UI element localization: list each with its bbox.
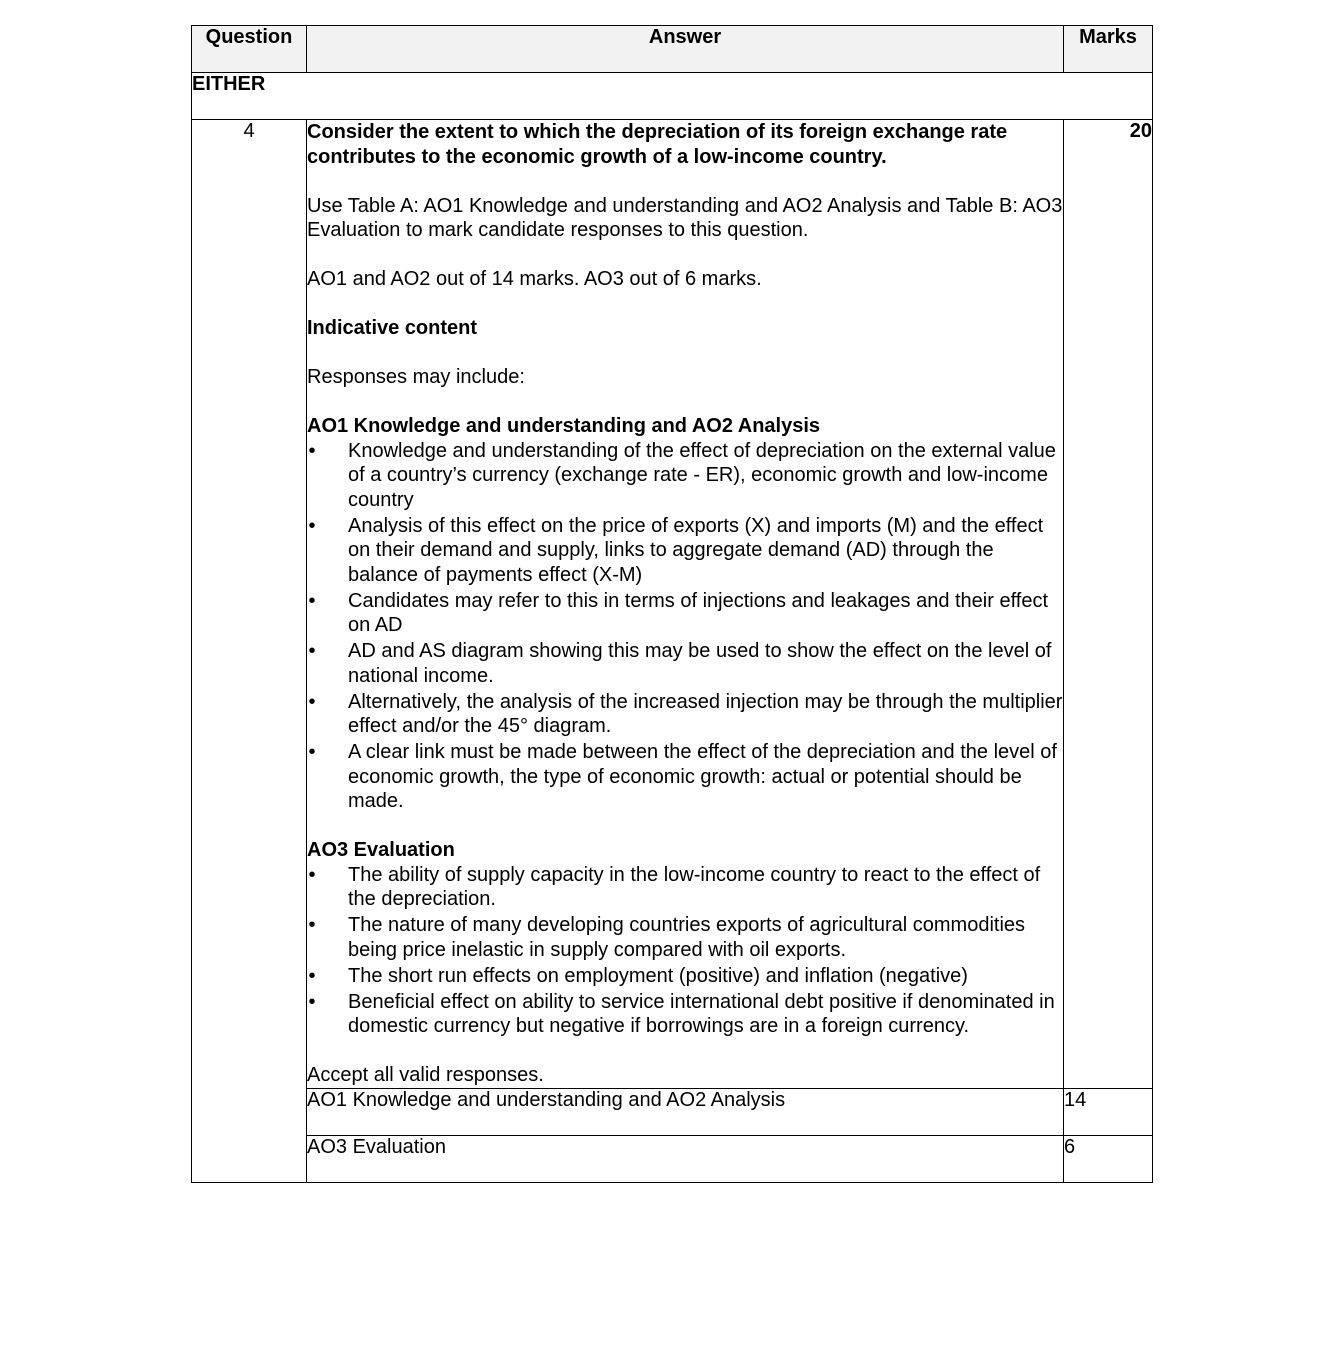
- question-prompt: Consider the extent to which the depreciation of its foreign exchange rate contributes to the economic growth of a low-income country.: [307, 121, 1008, 168]
- header-answer: Answer: [307, 26, 1064, 73]
- ao12-list: [307, 439, 1063, 814]
- marking-instructions: Use Table A: AO1 Knowledge and understanding and AO2 Analysis and Table B: AO3 Evaluation to mark candidate responses to this question.: [307, 194, 1063, 241]
- sub-mark-value: 14: [1064, 1088, 1153, 1135]
- ao12-heading: AO1 Knowledge and understanding and AO2 Analysis: [307, 415, 821, 437]
- list-item-text: The nature of many developing countries exports of agricultural commodities being price inelastic in supply compared with oil exports.: [348, 914, 1026, 961]
- list-item-text: Alternatively, the analysis of the increased injection may be through the multiplier effect and/or the 45° diagram.: [348, 690, 1063, 737]
- bullet-icon: •: [308, 640, 316, 662]
- mark-scheme-table: [191, 25, 1153, 1183]
- sub-mark-row: [192, 1135, 1153, 1182]
- indicative-heading: Indicative content: [307, 317, 478, 339]
- list-item: [307, 964, 1063, 989]
- total-marks: 20: [1064, 120, 1153, 1089]
- bullet-icon: •: [308, 514, 316, 537]
- list-item-text: The ability of supply capacity in the low-income country to react to the effect of the depreciation.: [348, 863, 1041, 910]
- list-item: [307, 514, 1063, 588]
- list-item-text: Beneficial effect on ability to service international debt positive if denominated in domestic currency but negative if borrowings are in a foreign currency.: [348, 990, 1055, 1037]
- list-item: [307, 740, 1063, 814]
- list-item-text: Knowledge and understanding of the effect of depreciation on the external value of a country’s currency (exchange rate - ER), economic growth and low-income country: [348, 439, 1056, 511]
- either-row: [192, 73, 1153, 120]
- bullet-icon: •: [308, 741, 316, 763]
- list-item: [307, 913, 1063, 962]
- bullet-icon: •: [308, 990, 316, 1013]
- closing-note: Accept all valid responses.: [307, 1064, 544, 1086]
- header-question: Question: [192, 26, 307, 73]
- bullet-icon: •: [308, 914, 316, 936]
- sub-mark-row: [192, 1088, 1153, 1135]
- question-number: 4: [192, 120, 307, 1183]
- list-item: [307, 639, 1063, 688]
- bullet-icon: •: [308, 439, 316, 462]
- header-marks: Marks: [1064, 26, 1153, 73]
- list-item: [307, 690, 1063, 739]
- responses-intro: Responses may include:: [307, 366, 525, 388]
- ao3-heading: AO3 Evaluation: [307, 839, 455, 861]
- list-item: [307, 990, 1063, 1039]
- list-item-text: AD and AS diagram showing this may be used to show the effect on the level of national income.: [348, 640, 1052, 687]
- mark-split: AO1 and AO2 out of 14 marks. AO3 out of 6 marks.: [307, 268, 762, 290]
- answer-cell: [307, 120, 1064, 1089]
- list-item: [307, 863, 1063, 912]
- list-item: [307, 589, 1063, 638]
- sub-mark-value: 6: [1064, 1135, 1153, 1182]
- sub-mark-label: AO3 Evaluation: [307, 1135, 1064, 1182]
- either-label: EITHER: [192, 73, 1153, 120]
- ao3-list: [307, 863, 1063, 1039]
- list-item-text: Candidates may refer to this in terms of injections and leakages and their effect on AD: [348, 589, 1049, 636]
- list-item-text: The short run effects on employment (positive) and inflation (negative): [348, 964, 968, 987]
- header-row: [192, 26, 1153, 73]
- list-item: [307, 439, 1063, 513]
- list-item-text: Analysis of this effect on the price of exports (X) and imports (M) and the effect on their demand and supply, links to aggregate demand (AD) through the balance of payments effect (X-M): [348, 514, 1044, 586]
- question-row: [192, 120, 1153, 1089]
- bullet-icon: •: [308, 964, 316, 987]
- list-item-text: A clear link must be made between the effect of the depreciation and the level of economic growth, the type of economic growth: actual or potential should be made.: [348, 741, 1057, 812]
- bullet-icon: •: [308, 690, 316, 713]
- bullet-icon: •: [308, 863, 316, 886]
- bullet-icon: •: [308, 589, 316, 612]
- sub-mark-label: AO1 Knowledge and understanding and AO2 Analysis: [307, 1088, 1064, 1135]
